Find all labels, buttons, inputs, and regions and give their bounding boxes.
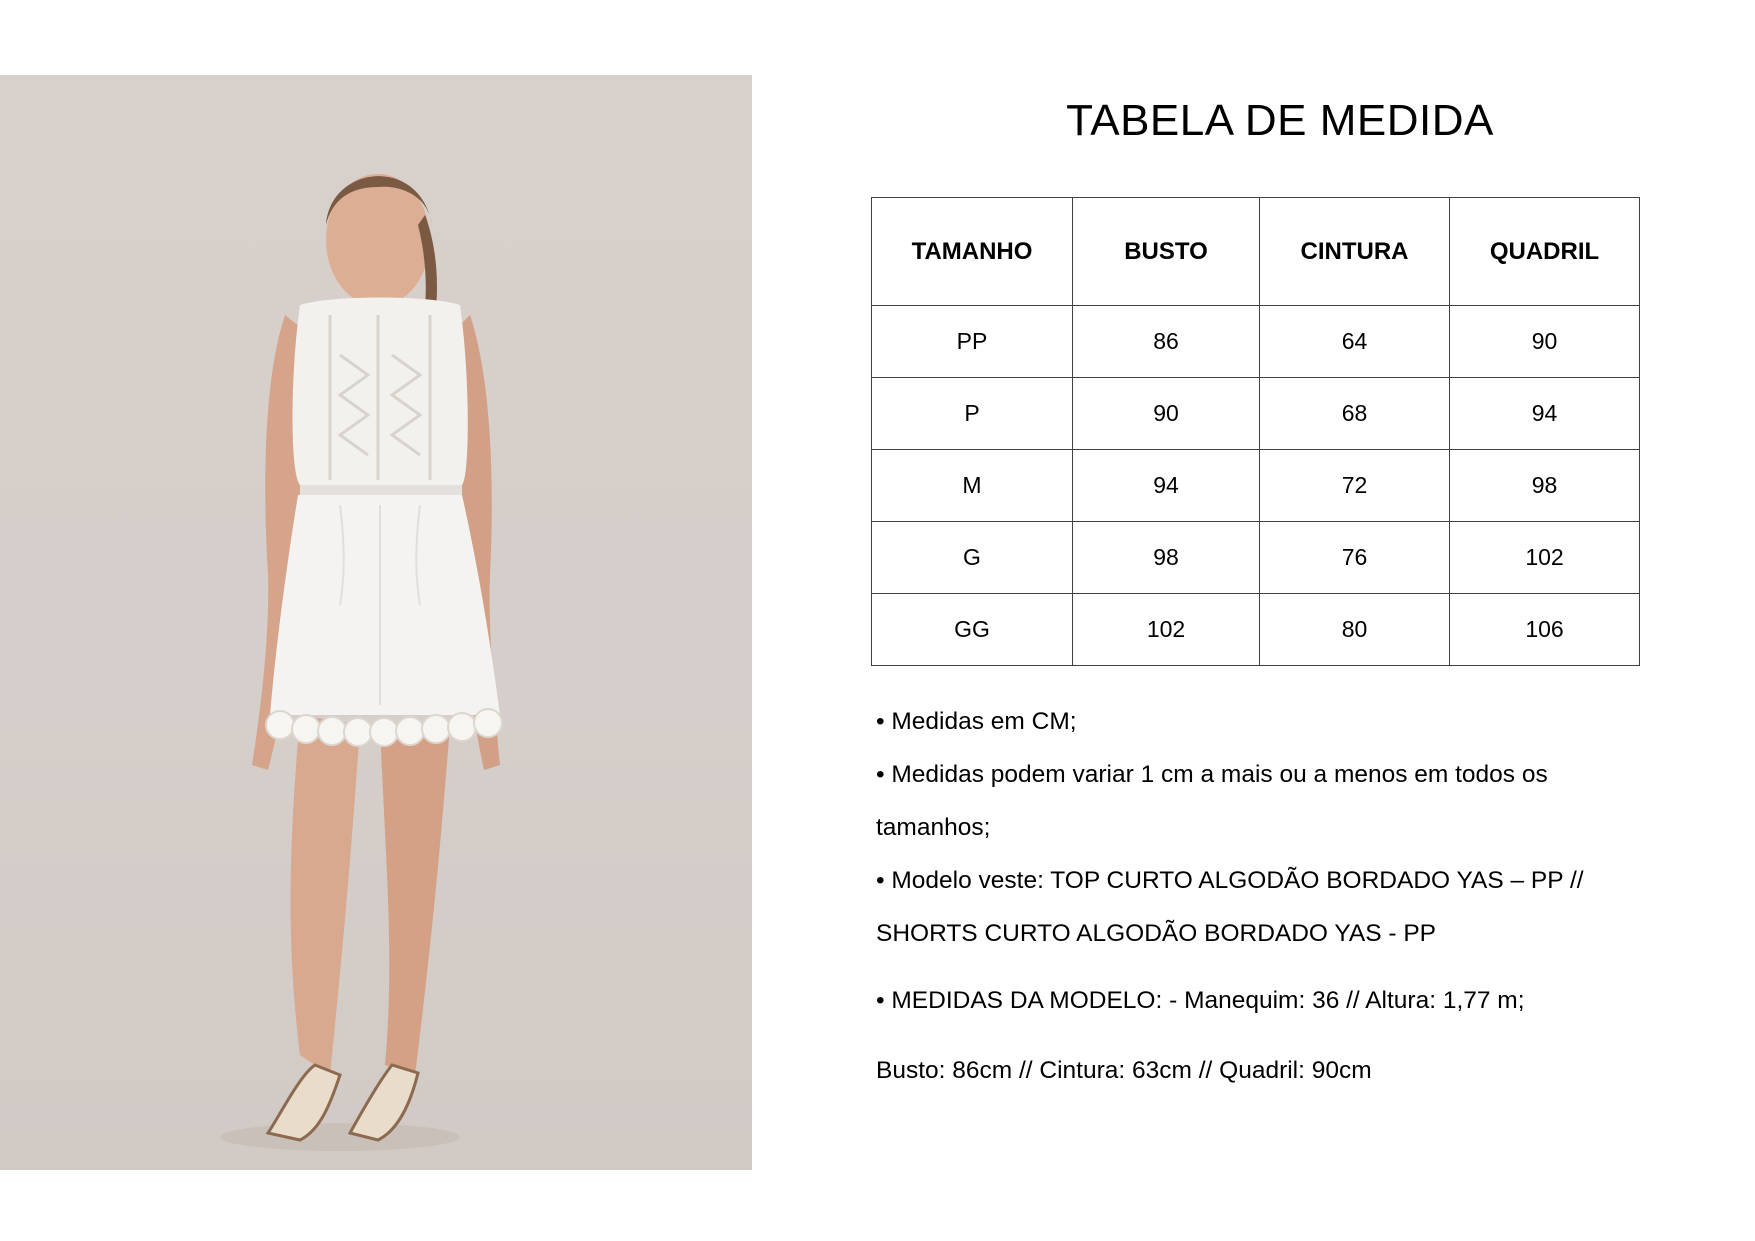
table-header-row bbox=[872, 198, 1640, 306]
size-table bbox=[871, 197, 1640, 666]
note-model-measurements: • MEDIDAS DA MODELO: - Manequim: 36 // Altura: 1,77 m; bbox=[876, 987, 1525, 1014]
column-header-waist: CINTURA bbox=[1260, 198, 1450, 306]
note-model-measurements-cont: Busto: 86cm // Cintura: 63cm // Quadril: 90cm bbox=[876, 1057, 1372, 1084]
cell-hip: 98 bbox=[1450, 450, 1640, 522]
model-figure bbox=[0, 75, 752, 1170]
column-header-hip: QUADRIL bbox=[1450, 198, 1640, 306]
cell-bust: 102 bbox=[1073, 594, 1260, 666]
note-units: • Medidas em CM; bbox=[876, 708, 1077, 735]
cell-size: G bbox=[872, 522, 1073, 594]
table-row bbox=[872, 306, 1640, 378]
note-model-wears-cont: SHORTS CURTO ALGODÃO BORDADO YAS - PP bbox=[876, 920, 1437, 947]
cell-bust: 94 bbox=[1073, 450, 1260, 522]
note-variation-cont: tamanhos; bbox=[876, 814, 991, 841]
cell-hip: 106 bbox=[1450, 594, 1640, 666]
cell-size: M bbox=[872, 450, 1073, 522]
cell-waist: 68 bbox=[1260, 378, 1450, 450]
note-model-wears: • Modelo veste: TOP CURTO ALGODÃO BORDADO YAS – PP // bbox=[876, 867, 1584, 894]
page-title: TABELA DE MEDIDA bbox=[1066, 96, 1494, 145]
cell-hip: 94 bbox=[1450, 378, 1640, 450]
cell-size: GG bbox=[872, 594, 1073, 666]
table-row bbox=[872, 378, 1640, 450]
cell-waist: 76 bbox=[1260, 522, 1450, 594]
cell-bust: 86 bbox=[1073, 306, 1260, 378]
cell-waist: 80 bbox=[1260, 594, 1450, 666]
cell-size: PP bbox=[872, 306, 1073, 378]
cell-bust: 90 bbox=[1073, 378, 1260, 450]
table-row bbox=[872, 594, 1640, 666]
note-variation: • Medidas podem variar 1 cm a mais ou a menos em todos os bbox=[876, 761, 1548, 788]
cell-bust: 98 bbox=[1073, 522, 1260, 594]
cell-size: P bbox=[872, 378, 1073, 450]
product-photo bbox=[0, 75, 752, 1170]
table-row bbox=[872, 522, 1640, 594]
notes-section bbox=[876, 695, 1636, 1097]
cell-waist: 72 bbox=[1260, 450, 1450, 522]
cell-waist: 64 bbox=[1260, 306, 1450, 378]
cell-hip: 90 bbox=[1450, 306, 1640, 378]
column-header-bust: BUSTO bbox=[1073, 198, 1260, 306]
column-header-size: TAMANHO bbox=[872, 198, 1073, 306]
table-row bbox=[872, 450, 1640, 522]
cell-hip: 102 bbox=[1450, 522, 1640, 594]
